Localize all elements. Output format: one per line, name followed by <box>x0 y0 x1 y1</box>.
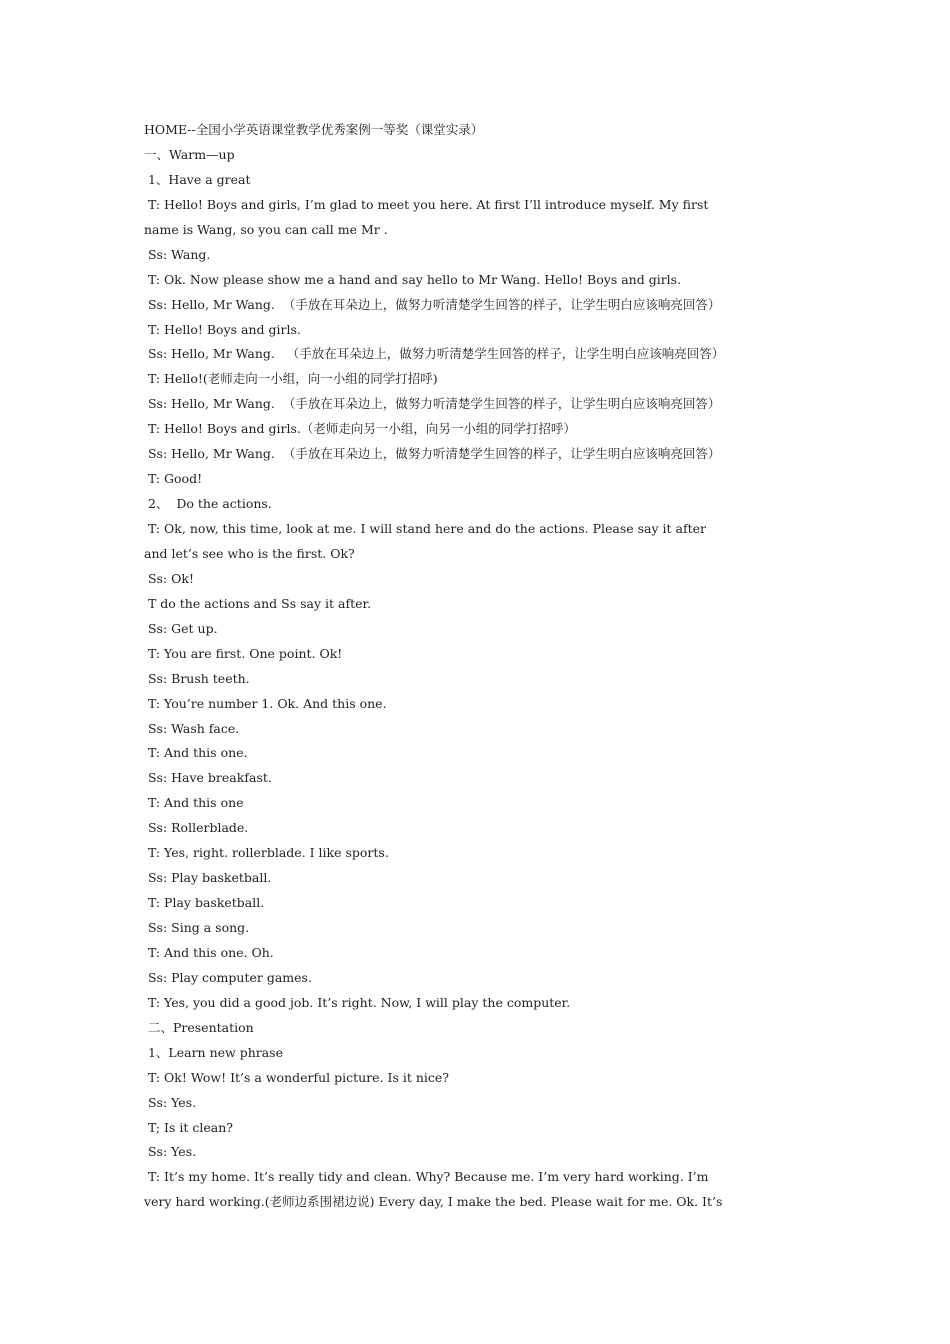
document-page <box>144 118 810 1215</box>
subsection-heading: 2、 Do the actions. <box>144 496 272 512</box>
text-line: and let’s see who is the first. Ok? <box>144 545 355 561</box>
text-line: Ss: Hello, Mr Wang. （手放在耳朵边上，做努力听清楚学生回答的样子，让学生明白应该响亮回答） <box>144 446 721 462</box>
text-line: T: Ok. Now please show me a hand and say hello to Mr Wang. Hello! Boys and girls. <box>144 271 682 287</box>
subsection-heading: 1、Learn new phrase <box>144 1044 283 1060</box>
text-line: Ss: Ok! <box>144 570 194 586</box>
text-line: T: Hello!(老师走向一小组，向一小组的同学打招呼) <box>144 371 438 387</box>
subsection-heading: 1、Have a great <box>144 171 251 187</box>
text-line: Ss: Wash face. <box>144 720 240 736</box>
text-line: T: And this one <box>144 795 244 811</box>
text-line: T do the actions and Ss say it after. <box>144 595 372 611</box>
text-line: name is Wang, so you can call me Mr . <box>144 221 388 237</box>
text-line: Ss: Yes. <box>144 1144 197 1160</box>
text-line: T: Hello! Boys and girls.（老师走向另一小组，向另一小组的同学打招呼） <box>144 421 576 437</box>
text-line: Ss: Hello, Mr Wang. （手放在耳朵边上，做努力听清楚学生回答的样子，让学生明白应该响亮回答） <box>144 396 721 412</box>
text-line: T: Hello! Boys and girls, I’m glad to meet you here. At first I’ll introduce myself. My first <box>144 196 709 212</box>
text-line: T: It’s my home. It’s really tidy and clean. Why? Because me. I’m very hard working. I’m <box>144 1169 709 1185</box>
text-line: T: Yes, you did a good job. It’s right. Now, I will play the computer. <box>144 994 571 1010</box>
section-heading: 二、Presentation <box>144 1019 254 1035</box>
text-line: Ss: Hello, Mr Wang. （手放在耳朵边上，做努力听清楚学生回答的样子，让学生明白应该响亮回答） <box>144 296 721 312</box>
text-line: T: And this one. Oh. <box>144 944 274 960</box>
text-line: Ss: Brush teeth. <box>144 670 250 686</box>
text-line: Ss: Play basketball. <box>144 870 272 886</box>
text-line: T: You’re number 1. Ok. And this one. <box>144 695 387 711</box>
text-line: T: Ok! Wow! It’s a wonderful picture. Is it nice? <box>144 1069 449 1085</box>
text-line: T: Good! <box>144 471 203 487</box>
text-line: Ss: Play computer games. <box>144 969 312 985</box>
text-line: Ss: Yes. <box>144 1094 197 1110</box>
text-line: Ss: Get up. <box>144 620 218 636</box>
text-line: T; Is it clean? <box>144 1119 233 1135</box>
text-line: T: And this one. <box>144 745 248 761</box>
text-line: Ss: Rollerblade. <box>144 820 249 836</box>
text-line: Ss: Hello, Mr Wang. （手放在耳朵边上，做努力听清楚学生回答的样子，让学生明白应该响亮回答） <box>144 346 725 362</box>
text-line: Ss: Sing a song. <box>144 920 250 935</box>
text-line: T: Play basketball. <box>144 895 265 911</box>
text-line: Ss: Wang. <box>144 246 211 262</box>
document-title: HOME--全国小学英语课堂教学优秀案例一等奖（课堂实录） <box>144 122 484 137</box>
section-heading: 一、Warm—up <box>144 146 235 162</box>
text-line: T: You are first. One point. Ok! <box>144 645 343 661</box>
text-line: T: Yes, right. rollerblade. I like sports. <box>144 845 389 861</box>
text-line: Ss: Have breakfast. <box>144 770 272 786</box>
text-line: T: Ok, now, this time, look at me. I will stand here and do the actions. Please say it after <box>144 521 707 536</box>
text-line: T: Hello! Boys and girls. <box>144 321 301 337</box>
text-line: very hard working.(老师边系围裙边说) Every day, I make the bed. Please wait for me. Ok. It’s <box>144 1194 723 1210</box>
